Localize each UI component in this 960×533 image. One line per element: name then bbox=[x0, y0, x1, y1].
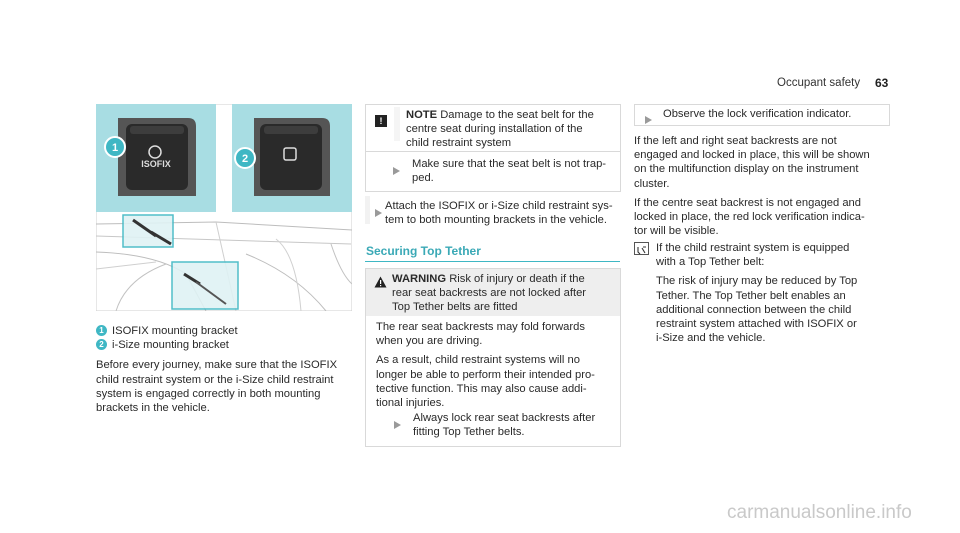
text-line: If the child restraint system is equipped bbox=[656, 242, 850, 254]
text-line: Always lock rear seat backrests after bbox=[413, 412, 596, 424]
text-line: If the left and right seat backrests are not bbox=[634, 135, 837, 147]
text-line: centre seat during installation of the bbox=[406, 123, 583, 136]
lock-indicator-text bbox=[634, 134, 892, 238]
info-block bbox=[656, 241, 892, 345]
legend-text: ISOFIX mounting bracket bbox=[112, 325, 238, 337]
observe-step-text: Observe the lock verification indicator. bbox=[663, 108, 852, 120]
text-line: on the multifunction display on the instrument bbox=[634, 163, 859, 176]
legend-item bbox=[96, 338, 358, 352]
section-title: Occupant safety bbox=[777, 77, 861, 89]
legend-text: i-Size mounting bracket bbox=[112, 339, 229, 352]
text-line: tional injuries. bbox=[376, 397, 445, 410]
step-arrow-icon bbox=[393, 167, 400, 175]
legend-badge: 1 bbox=[96, 325, 107, 336]
note-label: NOTE bbox=[406, 109, 438, 121]
step-arrow-icon bbox=[394, 421, 401, 429]
text-line: As a result, child restraint systems will no bbox=[376, 354, 580, 367]
text-line: The rear seat backrests may fold forwards bbox=[376, 321, 585, 333]
warning-icon bbox=[374, 275, 387, 293]
page-number: 63 bbox=[875, 76, 889, 90]
callout-2: 2 bbox=[241, 153, 249, 165]
text-line: child restraint system or the i-Size child restraint bbox=[96, 373, 334, 386]
legend-badge: 2 bbox=[96, 339, 107, 350]
text-line: rear seat backrests are not locked after bbox=[392, 287, 587, 300]
note-box bbox=[365, 104, 621, 192]
text-line: Before every journey, make sure that the ISOFIX bbox=[96, 359, 338, 372]
callout-1: 1 bbox=[111, 142, 119, 154]
step-arrow-icon bbox=[645, 116, 652, 124]
text-line: tem to both mounting brackets in the vehicle. bbox=[385, 214, 608, 227]
text-line: engaged and locked in place, this will be shown bbox=[634, 149, 870, 162]
text-line: Top Tether belts are fitted bbox=[392, 301, 518, 314]
warning-box bbox=[365, 268, 621, 447]
text-line: with a Top Tether belt: bbox=[656, 256, 765, 269]
text-line: Make sure that the seat belt is not trap- bbox=[412, 158, 607, 170]
attach-step bbox=[385, 199, 625, 227]
text-line: system is engaged correctly in both mounting bbox=[96, 387, 321, 400]
seat-illustration-svg bbox=[96, 104, 352, 311]
text-line: tor will be visible. bbox=[634, 225, 719, 238]
step-arrow-icon bbox=[375, 209, 382, 217]
footer-watermark: carmanualsonline.info bbox=[727, 502, 912, 523]
legend-list bbox=[96, 324, 358, 415]
text-line: i-Size and the vehicle. bbox=[656, 332, 766, 345]
heading-rule bbox=[365, 261, 620, 262]
text-line: Attach the ISOFIX or i-Size child restraint sys- bbox=[385, 200, 613, 212]
text-line: fitting Top Tether belts. bbox=[413, 426, 525, 439]
text-line: Tether. The Top Tether belt enables an bbox=[656, 289, 846, 302]
text-line: brackets in the vehicle. bbox=[96, 402, 210, 415]
text-line: when you are driving. bbox=[376, 335, 483, 348]
text-line: child restraint system bbox=[406, 137, 512, 150]
isofix-illustration bbox=[96, 104, 352, 311]
warning-label: WARNING bbox=[392, 273, 447, 285]
text-line: If the centre seat backrest is not engaged and bbox=[634, 196, 862, 209]
text-line: additional connection between the child bbox=[656, 303, 852, 316]
exclamation-icon: ! bbox=[375, 115, 387, 127]
info-icon bbox=[634, 242, 649, 255]
text-line: Risk of injury or death if the bbox=[449, 273, 585, 285]
text-line: ped. bbox=[412, 172, 434, 185]
isofix-label: ISOFIX bbox=[141, 159, 171, 169]
text-line: cluster. bbox=[634, 177, 670, 190]
observe-step-box bbox=[634, 104, 890, 126]
text-line: tective function. This may also cause addi- bbox=[376, 382, 587, 395]
section-heading: Securing Top Tether bbox=[366, 244, 481, 258]
intro-paragraph bbox=[96, 358, 358, 415]
text-line: Damage to the seat belt for the bbox=[440, 109, 594, 121]
text-line: longer be able to perform their intended pro- bbox=[376, 368, 595, 381]
text-line: locked in place, the red lock verification indica- bbox=[634, 211, 865, 224]
legend-item bbox=[96, 324, 358, 338]
text-line: The risk of injury may be reduced by Top bbox=[656, 275, 858, 288]
text-line: restraint system attached with ISOFIX or bbox=[656, 318, 857, 331]
